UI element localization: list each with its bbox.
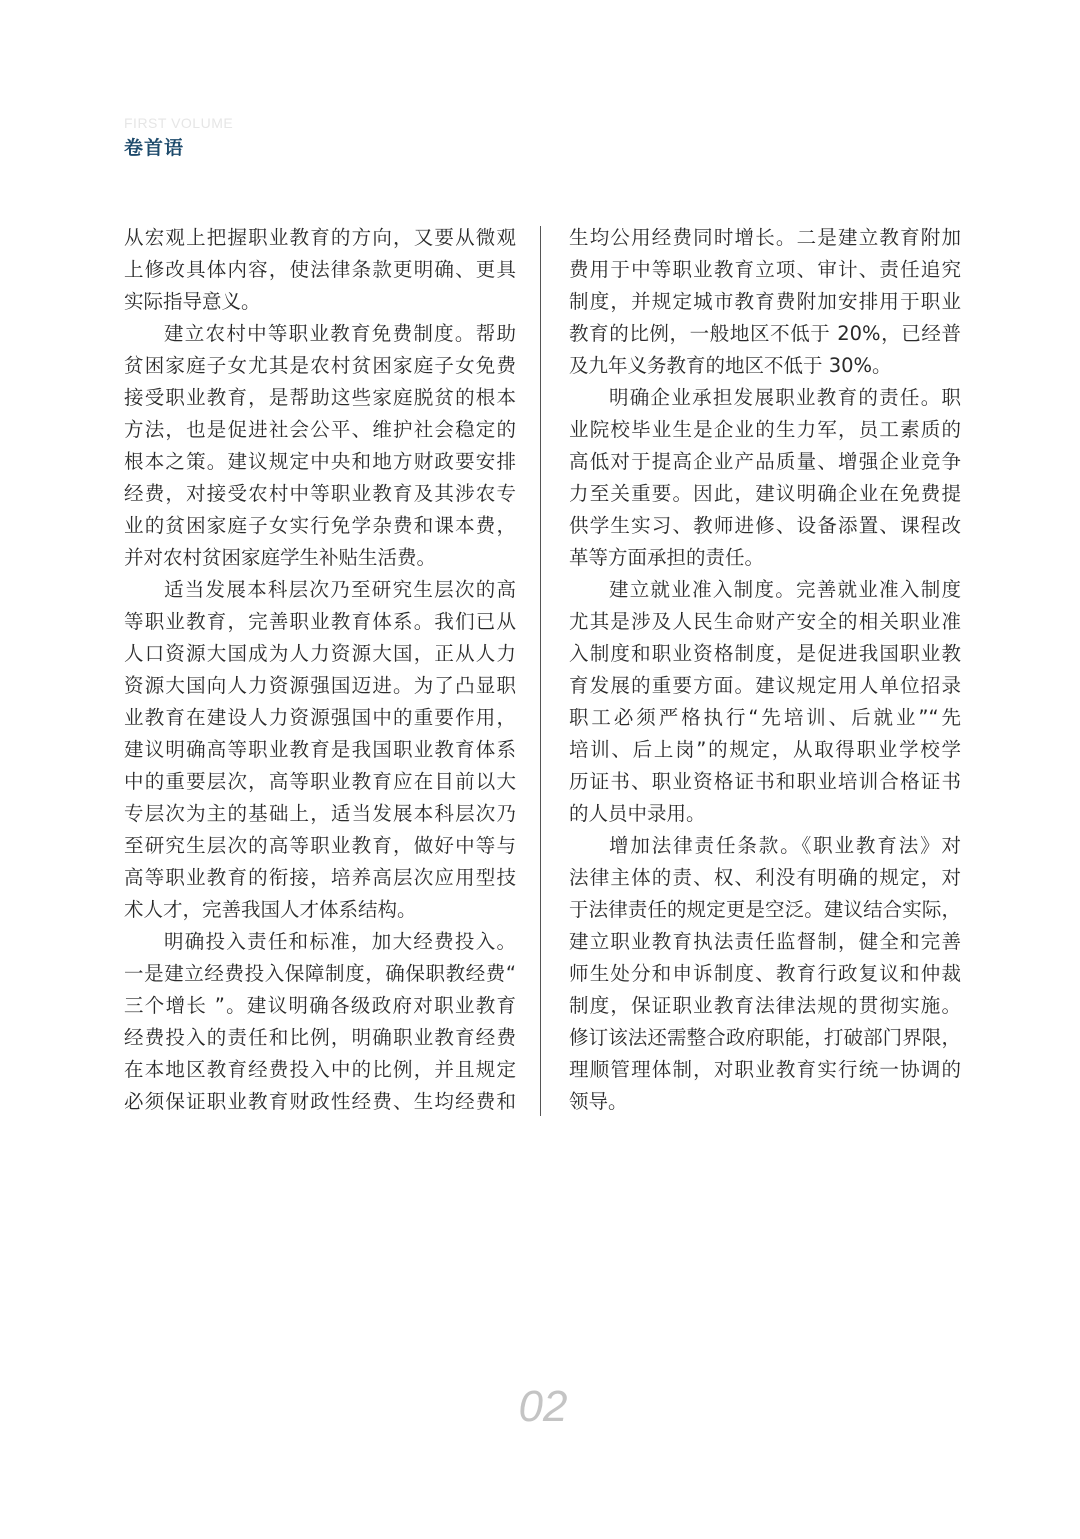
text-line: 于法律责任的规定更是空泛。建议结合实际， — [569, 898, 961, 921]
paragraph — [124, 318, 516, 574]
paragraph — [569, 574, 961, 830]
text-line: 根本之策。建议规定中央和地方财政要安排 — [124, 450, 516, 473]
paragraph — [569, 830, 961, 1118]
text-line: 术人才，完善我国人才体系结构。 — [124, 898, 417, 921]
text-line: 建议明确高等职业教育是我国职业教育体系 — [124, 738, 516, 761]
text-line: 领导。 — [569, 1090, 628, 1113]
text-line: 生均公用经费同时增长。二是建立教育附加 — [569, 226, 961, 249]
text-line: 历证书、职业资格证书和职业培训合格证书 — [569, 770, 961, 793]
text-line: 的人员中录用。 — [569, 802, 706, 825]
text-line: 并对农村贫困家庭学生补贴生活费。 — [124, 546, 437, 569]
paragraph — [124, 926, 516, 1118]
page-number: 02 — [518, 1382, 568, 1431]
text-line: 方法，也是促进社会公平、维护社会稳定的 — [124, 418, 516, 441]
text-line: 明确企业承担发展职业教育的责任。职 — [609, 386, 961, 409]
right-column — [569, 222, 961, 1118]
text-line: 增加法律责任条款。《职业教育法》对 — [609, 834, 961, 857]
text-line: 师生处分和申诉制度、教育行政复议和仲裁 — [569, 962, 961, 985]
text-line: 理顺管理体制，对职业教育实行统一协调的 — [569, 1058, 961, 1081]
text-line: 中的重要层次，高等职业教育应在目前以大 — [124, 770, 516, 793]
text-line: 育发展的重要方面。建议规定用人单位招录 — [569, 674, 961, 697]
text-line: 等职业教育，完善职业教育体系。我们已从 — [124, 610, 516, 633]
text-line: 业教育在建设人力资源强国中的重要作用， — [124, 706, 516, 729]
text-line: 高等职业教育的衔接，培养高层次应用型技 — [124, 866, 516, 889]
text-line: 修订该法还需整合政府职能，打破部门界限， — [569, 1026, 961, 1049]
text-line: 高低对于提高企业产品质量、增强企业竞争 — [569, 450, 961, 473]
left-column — [124, 222, 516, 1118]
text-line: 业的贫困家庭子女实行免学杂费和课本费， — [124, 514, 516, 537]
section-title: 卷首语 — [124, 137, 185, 159]
text-line: 适当发展本科层次乃至研究生层次的高 — [164, 578, 516, 601]
text-line: 人口资源大国成为人力资源大国，正从人力 — [124, 642, 516, 665]
text-line: 职工必须严格执行“先培训、后就业”“先 — [569, 706, 961, 729]
text-line: 及九年义务教育的地区不低于 30%。 — [569, 354, 892, 377]
text-line: 业院校毕业生是企业的生力军，员工素质的 — [569, 418, 961, 441]
text-line: 三个增长 ”。建议明确各级政府对职业教育 — [124, 994, 516, 1017]
text-line: 必须保证职业教育财政性经费、生均经费和 — [124, 1090, 516, 1113]
section-kicker: FIRST VOLUME — [124, 115, 234, 131]
text-line: 制度，保证职业教育法律法规的贯彻实施。 — [569, 994, 961, 1017]
text-line: 经费，对接受农村中等职业教育及其涉农专 — [124, 482, 516, 505]
text-line: 制度，并规定城市教育费附加安排用于职业 — [569, 290, 961, 313]
paragraph — [124, 222, 516, 318]
paragraph — [569, 382, 961, 574]
text-line: 教育的比例，一般地区不低于 20%，已经普 — [569, 322, 961, 345]
text-line: 上修改具体内容，使法律条款更明确、更具 — [124, 258, 516, 281]
text-line: 建立农村中等职业教育免费制度。帮助 — [164, 322, 516, 345]
text-line: 建立就业准入制度。完善就业准入制度 — [609, 578, 961, 601]
paragraph — [124, 574, 516, 926]
text-line: 费用于中等职业教育立项、审计、责任追究 — [569, 258, 961, 281]
text-line: 培训、后上岗”的规定，从取得职业学校学 — [569, 738, 961, 761]
text-line: 革等方面承担的责任。 — [569, 546, 765, 569]
text-line: 至研究生层次的高等职业教育，做好中等与 — [124, 834, 516, 857]
text-line: 专层次为主的基础上，适当发展本科层次乃 — [124, 802, 516, 825]
text-line: 力至关重要。因此，建议明确企业在免费提 — [569, 482, 961, 505]
paragraph — [569, 222, 961, 382]
text-line: 明确投入责任和标准，加大经费投入。 — [164, 930, 516, 953]
text-line: 接受职业教育，是帮助这些家庭脱贫的根本 — [124, 386, 516, 409]
text-line: 实际指导意义。 — [124, 290, 261, 313]
text-line: 法律主体的责、权、利没有明确的规定，对 — [569, 866, 961, 889]
text-line: 贫困家庭子女尤其是农村贫困家庭子女免费 — [124, 354, 516, 377]
text-line: 经费投入的责任和比例，明确职业教育经费 — [124, 1026, 516, 1049]
text-line: 尤其是涉及人民生命财产安全的相关职业准 — [569, 610, 961, 633]
text-line: 供学生实习、教师进修、设备添置、课程改 — [569, 514, 961, 537]
text-line: 资源大国向人力资源强国迈进。为了凸显职 — [124, 674, 516, 697]
text-line: 一是建立经费投入保障制度，确保职教经费“ — [124, 962, 516, 985]
column-divider — [540, 226, 541, 1116]
text-line: 建立职业教育执法责任监督制，健全和完善 — [569, 930, 961, 953]
text-line: 入制度和职业资格制度，是促进我国职业教 — [569, 642, 961, 665]
text-line: 从宏观上把握职业教育的方向，又要从微观 — [124, 226, 516, 249]
text-line: 在本地区教育经费投入中的比例，并且规定 — [124, 1058, 516, 1081]
